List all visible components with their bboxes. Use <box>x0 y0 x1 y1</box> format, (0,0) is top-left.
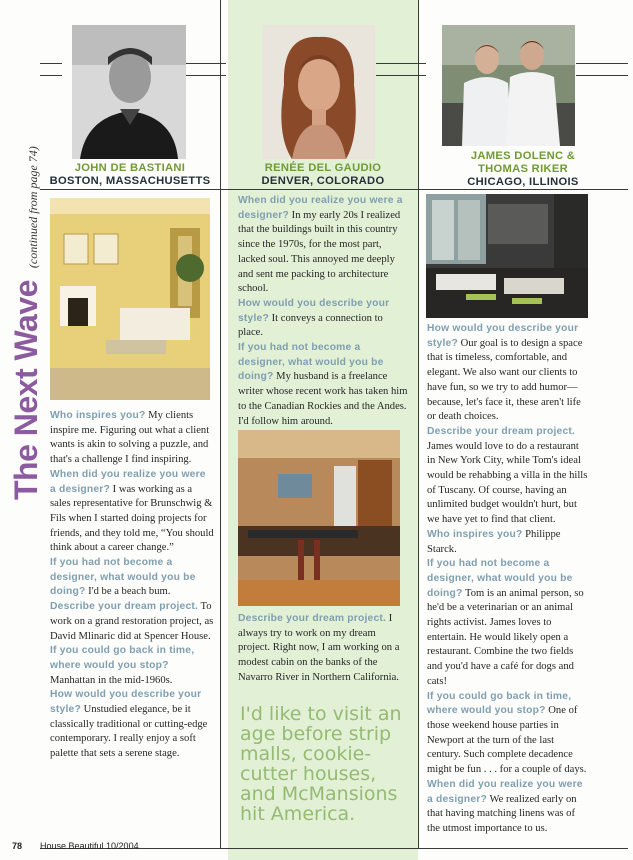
answer: I always try to work on my dream project. Right now, I am working on a modest cabin on the banks of the Navarro River in Northern California. <box>238 613 400 683</box>
profile-3-designer-line1: JAMES DOLENC & <box>470 150 576 162</box>
answer: One of those weekend house parties in Newport at the turn of the last century. Such complete decadence might be fun . . . for a couple of days. <box>427 705 587 776</box>
rule <box>40 63 62 64</box>
answer: James would love to do a restaurant in New York City, while Tom's ideal would be rehabbing a villa in the hills of Tuscany. Of course, having an unlimited budget wouldn't hurt, but we have yet to find that client. <box>427 440 588 526</box>
question: Describe your dream project. <box>427 425 576 437</box>
section-title-vertical <box>8 146 45 500</box>
column-2-bottom-text <box>238 612 410 686</box>
pull-quote: I'd like to visit an age before strip malls, cookie-cutter houses, and McMansions hit America. <box>240 703 402 825</box>
answer: It conveys a connection to place. <box>238 312 383 339</box>
question: If you could go back in time, where would you stop? <box>427 690 572 717</box>
column-divider <box>418 0 419 848</box>
answer: My clients inspire me. Figuring out what a client wants is akin to solving a puzzle, and that's a challenge I find inspiring. <box>50 410 210 466</box>
question: Describe your dream project. <box>50 601 199 613</box>
question: If you could go back in time, where would you stop? <box>50 645 195 671</box>
answer: Philippe Starck. <box>427 528 561 555</box>
question: How would you describe your style? <box>427 323 579 349</box>
question: When did you realize you were a designer? <box>50 468 206 495</box>
portrait-john-de-bastiani <box>72 25 186 159</box>
photo-wood-kitchen <box>238 430 400 606</box>
rule <box>576 63 628 64</box>
profile-2-location: DENVER, COLORADO <box>261 175 385 187</box>
section-title: The Next Wave <box>8 280 44 500</box>
question: If you had not become a designer, what would you be doing? <box>238 342 384 383</box>
answer: Our goal is to design a space that is timeless, comfortable, and elegant. We also want our clients to have fun, so we try to add humor—because, let's face it, these aren't life or death choices. <box>427 337 583 423</box>
question: How would you describe your style? <box>238 297 390 324</box>
profile-3-name <box>418 150 628 189</box>
question: How would you describe your style? <box>50 689 202 716</box>
answer: Manhattan in the mid-1960s. <box>50 674 173 686</box>
answer: I was working as a sales representative for Brunschwig & Fils when I started doing projects for friends, and they told me, “You should think about a career change.” <box>50 483 214 554</box>
column-divider <box>220 0 221 848</box>
column-3-text <box>427 322 589 837</box>
answer: Unstudied elegance, be it classically traditional or cutting-edge contemporary. I really enjoy a soft palette that sets a serene stage. <box>50 704 208 760</box>
answer: To work on a grand restoration project, as David Mlinaric did at Spencer House. <box>50 601 214 642</box>
question: Describe your dream project. <box>238 613 387 624</box>
rule <box>40 75 62 76</box>
question: When did you realize you were a designer? <box>427 778 583 805</box>
profile-3-location: CHICAGO, ILLINOIS <box>467 176 579 188</box>
portrait-dolenc-riker <box>442 25 575 146</box>
column-2-top-text <box>238 194 410 429</box>
profile-1-designer: JOHN DE BASTIANI <box>74 162 186 174</box>
profile-3-designer-line2: THOMAS RIKER <box>478 163 568 175</box>
column-1-text <box>50 409 214 762</box>
answer: I'd be a beach bum. <box>85 586 171 598</box>
answer: Tom is an animal person, so he'd be a veterinarian or an animal rights activist. James loves to entertain. He would likely open a restaurant. Combine the two fields and you'd have a café for dogs and cats! <box>427 587 584 687</box>
header-rule <box>40 189 628 190</box>
profile-1-location: BOSTON, MASSACHUSETTS <box>49 175 211 187</box>
question: Who inspires you? <box>427 528 523 540</box>
rule <box>576 75 628 76</box>
continued-note: (continued from page 74) <box>26 146 40 269</box>
question: Who inspires you? <box>50 410 146 421</box>
answer: My husband is a freelance writer whose recent work has taken him to the Canadian Rockies and the Andes. I'd follow him around. <box>238 371 408 427</box>
profile-1-name <box>40 162 220 188</box>
profile-2-designer: RENÉE DEL GAUDIO <box>264 162 382 174</box>
question: If you had not become a designer, what would you be doing? <box>427 558 573 599</box>
page-number: 78 <box>12 841 23 851</box>
photo-modern-living-room <box>426 194 588 318</box>
question: If you had not become a designer, what would you be doing? <box>50 557 196 598</box>
publication-line: House Beautiful 10/2004 <box>40 841 139 851</box>
answer: We realized early on that having matching linens was of the utmost importance to us. <box>427 793 577 834</box>
question: When did you realize you were a designer? <box>238 195 403 221</box>
answer: In my early 20s I realized that the buildings built in this country since the 1970s, for the most part, lacked soul. This annoyed me deeply and sent me packing to architecture school. <box>238 209 401 295</box>
portrait-renee-del-gaudio <box>262 25 375 159</box>
profile-2-name <box>228 162 418 188</box>
photo-yellow-living-room <box>50 198 210 400</box>
